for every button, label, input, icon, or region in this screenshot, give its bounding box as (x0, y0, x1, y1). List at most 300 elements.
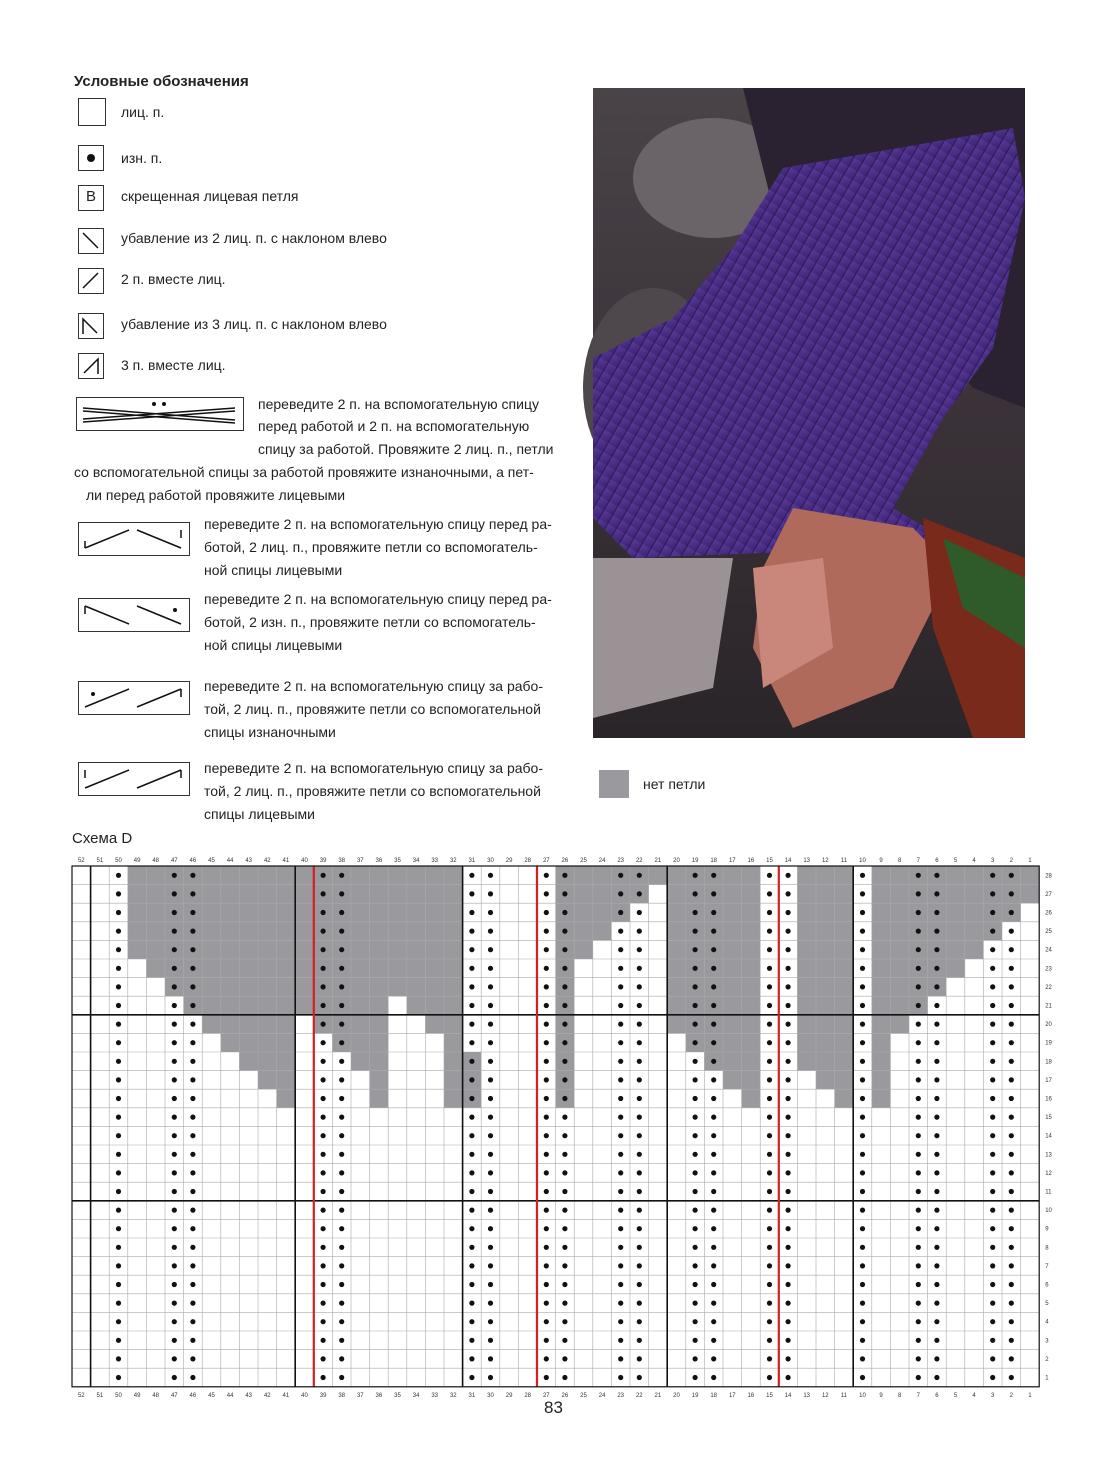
purl-dot (469, 1096, 474, 1101)
purl-dot (786, 1115, 791, 1120)
purl-dot (116, 873, 121, 878)
purl-dot (190, 1003, 195, 1008)
col-number-top: 50 (115, 858, 122, 864)
lc-knit-line2: ботой, 2 лиц. п., провяжите петли со вспомогатель- (204, 539, 538, 555)
purl-dot (469, 984, 474, 989)
purl-symbol-icon (78, 145, 104, 171)
purl-dot (693, 873, 698, 878)
purl-dot (469, 929, 474, 934)
purl-dot (916, 1115, 921, 1120)
purl-dot (916, 910, 921, 915)
purl-dot (544, 1189, 549, 1194)
purl-dot (544, 873, 549, 878)
purl-dot (116, 1245, 121, 1250)
purl-dot (1009, 1245, 1014, 1250)
row-number: 16 (1045, 1096, 1052, 1103)
purl-dot (190, 1226, 195, 1231)
purl-dot (469, 1077, 474, 1082)
no-stitch-cell (797, 959, 853, 978)
purl-dot (990, 929, 995, 934)
col-number-bottom: 27 (542, 1392, 550, 1399)
purl-dot (916, 873, 921, 878)
purl-dot (637, 1301, 642, 1306)
purl-dot (767, 1375, 772, 1380)
purl-dot (488, 1356, 493, 1361)
purl-dot (860, 1338, 865, 1343)
purl-dot (990, 1338, 995, 1343)
col-number-bottom: 38 (338, 1392, 346, 1399)
no-stitch-cell (556, 885, 649, 904)
purl-dot (990, 1263, 995, 1268)
col-number-bottom: 50 (115, 1392, 122, 1399)
no-stitch-cell (797, 1033, 853, 1052)
purl-dot (1009, 1152, 1014, 1157)
purl-dot (934, 1189, 939, 1194)
purl-dot (767, 1208, 772, 1213)
purl-dot (786, 1059, 791, 1064)
purl-dot (488, 947, 493, 952)
purl-dot (1009, 1170, 1014, 1175)
purl-dot (190, 1040, 195, 1045)
purl-dot (618, 966, 623, 971)
purl-dot (321, 984, 326, 989)
purl-dot (339, 984, 344, 989)
purl-dot (916, 1022, 921, 1027)
purl-dot (786, 1022, 791, 1027)
purl-dot (860, 910, 865, 915)
col-number-top: 18 (710, 858, 718, 864)
purl-dot (321, 1338, 326, 1343)
purl-dot (916, 966, 921, 971)
purl-dot (469, 1133, 474, 1138)
no-stitch-swatch-icon (599, 770, 629, 798)
purl-dot (618, 1170, 623, 1175)
purl-dot (767, 1189, 772, 1194)
purl-dot (1009, 1208, 1014, 1213)
purl-dot (990, 1375, 995, 1380)
purl-dot (860, 891, 865, 896)
purl-dot (934, 1115, 939, 1120)
purl-dot (711, 1208, 716, 1213)
purl-dot (339, 891, 344, 896)
purl-dot (990, 947, 995, 952)
purl-dot (172, 984, 177, 989)
purl-dot (786, 1263, 791, 1268)
purl-dot (637, 910, 642, 915)
purl-dot (637, 966, 642, 971)
col-number-top: 3 (991, 858, 995, 864)
col-number-top: 15 (766, 858, 773, 864)
col-number-top: 19 (691, 858, 699, 864)
col-number-top: 2 (1009, 858, 1013, 864)
purl-dot (934, 1208, 939, 1213)
purl-dot (488, 1170, 493, 1175)
purl-dot (618, 984, 623, 989)
purl-dot (469, 1059, 474, 1064)
purl-dot (544, 1245, 549, 1250)
legend-k2tog-label: 2 п. вместе лиц. (121, 271, 226, 287)
col-number-top: 46 (189, 858, 197, 864)
purl-dot (190, 1115, 195, 1120)
purl-dot (172, 1338, 177, 1343)
purl-dot (1009, 1263, 1014, 1268)
no-stitch-cell (797, 978, 853, 997)
col-number-bottom: 12 (821, 1392, 829, 1399)
purl-dot (916, 1375, 921, 1380)
purl-dot (488, 1003, 493, 1008)
purl-dot (488, 929, 493, 934)
purl-dot (562, 1152, 567, 1157)
purl-dot (916, 1226, 921, 1231)
purl-dot (767, 1133, 772, 1138)
purl-dot (488, 984, 493, 989)
purl-dot (767, 1170, 772, 1175)
purl-dot (637, 1022, 642, 1027)
purl-dot (860, 1319, 865, 1324)
rc-knit-line1: переведите 2 п. на вспомогательную спицу за рабо- (204, 760, 544, 776)
col-number-top: 28 (524, 858, 532, 864)
col-number-bottom: 34 (412, 1392, 420, 1399)
col-number-top: 21 (654, 858, 662, 864)
col-number-bottom: 5 (953, 1392, 958, 1399)
purl-dot (916, 1040, 921, 1045)
purl-dot (637, 984, 642, 989)
purl-dot (618, 1208, 623, 1213)
col-number-bottom: 9 (879, 1392, 883, 1399)
purl-dot (618, 1152, 623, 1157)
purl-dot (934, 1263, 939, 1268)
purl-dot (562, 1133, 567, 1138)
row-number: 28 (1045, 873, 1052, 880)
purl-dot (767, 1096, 772, 1101)
purl-dot (321, 891, 326, 896)
purl-dot (339, 1170, 344, 1175)
col-number-bottom: 26 (561, 1392, 569, 1399)
purl-dot (116, 1282, 121, 1287)
purl-dot (339, 1338, 344, 1343)
col-number-top: 16 (747, 858, 755, 864)
purl-dot (693, 1189, 698, 1194)
purl-dot (562, 873, 567, 878)
purl-dot (488, 1301, 493, 1306)
purl-dot (321, 1133, 326, 1138)
purl-dot (786, 1003, 791, 1008)
col-number-bottom: 15 (766, 1392, 773, 1399)
purl-dot (618, 891, 623, 896)
purl-dot (339, 873, 344, 878)
purl-dot (321, 1059, 326, 1064)
purl-dot (934, 947, 939, 952)
cable-2-2-line5: ли перед работой провяжите лицевыми (86, 487, 346, 503)
purl-dot (916, 947, 921, 952)
purl-dot (916, 984, 921, 989)
purl-dot (934, 1096, 939, 1101)
purl-dot (934, 966, 939, 971)
purl-dot (637, 1319, 642, 1324)
purl-dot (711, 891, 716, 896)
purl-dot (860, 1077, 865, 1082)
lc-purl-line3: ной спицы лицевыми (204, 637, 343, 653)
purl-dot (339, 1263, 344, 1268)
no-stitch-cell (797, 1015, 853, 1034)
purl-dot (321, 1170, 326, 1175)
purl-dot (339, 1152, 344, 1157)
no-stitch-cell (128, 885, 295, 904)
purl-dot (488, 1208, 493, 1213)
purl-dot (488, 1226, 493, 1231)
purl-dot (190, 1189, 195, 1194)
purl-dot (1009, 929, 1014, 934)
purl-dot (321, 1115, 326, 1120)
purl-dot (711, 1152, 716, 1157)
purl-dot (190, 1319, 195, 1324)
purl-dot (562, 1319, 567, 1324)
purl-dot (916, 929, 921, 934)
purl-dot (711, 1003, 716, 1008)
col-number-top: 42 (263, 858, 271, 864)
col-number-top: 8 (898, 858, 902, 864)
purl-dot (711, 1077, 716, 1082)
purl-dot (172, 1375, 177, 1380)
purl-dot (618, 1003, 623, 1008)
lc-knit-line1: переведите 2 п. на вспомогательную спицу перед ра- (204, 516, 552, 532)
purl-dot (934, 1245, 939, 1250)
purl-dot (190, 891, 195, 896)
purl-dot (339, 1115, 344, 1120)
no-stitch-cell (742, 1089, 761, 1108)
col-number-top: 22 (635, 858, 643, 864)
purl-dot (786, 1226, 791, 1231)
purl-dot (711, 966, 716, 971)
purl-dot (544, 1263, 549, 1268)
purl-dot (693, 1245, 698, 1250)
cable-2-2-symbol-icon (76, 397, 244, 431)
purl-dot (711, 1170, 716, 1175)
col-number-top: 45 (208, 858, 215, 864)
purl-dot (544, 1319, 549, 1324)
purl-dot (934, 1338, 939, 1343)
purl-dot (172, 1152, 177, 1157)
purl-dot (488, 966, 493, 971)
purl-dot (990, 1226, 995, 1231)
cable-2-2-line4: со вспомогательной спицы за работой провяжите изнаночными, а пет- (74, 464, 534, 480)
purl-dot (934, 1301, 939, 1306)
no-stitch-cell (128, 922, 295, 941)
purl-dot (562, 984, 567, 989)
purl-dot (544, 1022, 549, 1027)
purl-dot (1009, 1133, 1014, 1138)
purl-dot (1009, 1059, 1014, 1064)
purl-dot (321, 1282, 326, 1287)
row-number: 15 (1045, 1115, 1052, 1122)
purl-dot (618, 1301, 623, 1306)
purl-dot (172, 966, 177, 971)
purl-dot (860, 929, 865, 934)
col-number-bottom: 22 (635, 1392, 643, 1399)
purl-dot (339, 1189, 344, 1194)
col-number-top: 10 (859, 858, 866, 864)
purl-dot (711, 1059, 716, 1064)
col-number-top: 36 (375, 858, 383, 864)
purl-dot (339, 929, 344, 934)
col-number-bottom: 16 (747, 1392, 755, 1399)
purl-dot (469, 966, 474, 971)
purl-dot (990, 1022, 995, 1027)
no-stitch-cell (128, 903, 295, 922)
purl-dot (172, 947, 177, 952)
purl-dot (767, 1003, 772, 1008)
purl-dot (637, 873, 642, 878)
col-number-bottom: 43 (245, 1392, 253, 1399)
purl-dot (172, 1077, 177, 1082)
purl-dot (488, 1189, 493, 1194)
purl-dot (116, 1059, 121, 1064)
purl-dot (916, 1301, 921, 1306)
col-number-bottom: 47 (170, 1392, 178, 1399)
col-number-bottom: 46 (189, 1392, 197, 1399)
purl-dot (860, 1245, 865, 1250)
purl-dot (860, 1208, 865, 1213)
purl-dot (190, 1356, 195, 1361)
purl-dot (1009, 1189, 1014, 1194)
row-number: 24 (1045, 947, 1052, 954)
col-number-bottom: 25 (580, 1392, 587, 1399)
purl-dot (786, 1245, 791, 1250)
purl-dot (321, 1245, 326, 1250)
no-stitch-cell (370, 1089, 389, 1108)
purl-dot (860, 1189, 865, 1194)
purl-dot (339, 1282, 344, 1287)
purl-dot (562, 1282, 567, 1287)
purl-dot (711, 984, 716, 989)
rc-purl-symbol-icon (78, 681, 190, 715)
ssk-symbol-icon (78, 228, 104, 254)
no-stitch-cell (797, 885, 853, 904)
purl-dot (544, 1003, 549, 1008)
purl-dot (786, 1189, 791, 1194)
purl-dot (637, 1356, 642, 1361)
purl-dot (190, 966, 195, 971)
purl-dot (637, 1170, 642, 1175)
purl-dot (767, 1282, 772, 1287)
purl-dot (544, 984, 549, 989)
purl-dot (1009, 984, 1014, 989)
purl-dot (1009, 1040, 1014, 1045)
purl-dot (172, 1263, 177, 1268)
purl-dot (172, 1301, 177, 1306)
col-number-top: 14 (784, 858, 792, 864)
purl-dot (339, 1245, 344, 1250)
col-number-bottom: 42 (263, 1392, 271, 1399)
purl-dot (562, 1115, 567, 1120)
col-number-top: 7 (916, 858, 920, 864)
row-number: 25 (1045, 929, 1052, 936)
purl-dot (767, 1338, 772, 1343)
purl-dot (544, 891, 549, 896)
col-number-bottom: 6 (935, 1392, 939, 1399)
legend-no-stitch-label: нет петли (643, 776, 706, 792)
purl-dot (544, 910, 549, 915)
purl-dot (637, 1115, 642, 1120)
col-number-top: 5 (953, 858, 958, 864)
purl-dot (469, 1040, 474, 1045)
purl-dot (860, 1263, 865, 1268)
purl-dot (116, 1263, 121, 1268)
purl-dot (767, 1022, 772, 1027)
purl-dot (786, 1319, 791, 1324)
purl-dot (618, 1356, 623, 1361)
purl-dot (711, 1226, 716, 1231)
purl-dot (693, 1356, 698, 1361)
rc-knit-symbol-icon (78, 762, 190, 796)
purl-dot (116, 1077, 121, 1082)
purl-dot (116, 1096, 121, 1101)
purl-dot (786, 966, 791, 971)
purl-dot (916, 1059, 921, 1064)
purl-dot (190, 929, 195, 934)
row-number: 5 (1045, 1301, 1049, 1308)
purl-dot (767, 1245, 772, 1250)
purl-dot (637, 1208, 642, 1213)
purl-dot (990, 891, 995, 896)
purl-dot (488, 1096, 493, 1101)
purl-dot (172, 1226, 177, 1231)
purl-dot (711, 1301, 716, 1306)
purl-dot (767, 966, 772, 971)
purl-dot (786, 1375, 791, 1380)
purl-dot (767, 1226, 772, 1231)
col-number-bottom: 33 (431, 1392, 439, 1399)
purl-dot (860, 1115, 865, 1120)
purl-dot (562, 966, 567, 971)
purl-dot (321, 1077, 326, 1082)
legend-k3tog-label: 3 п. вместе лиц. (121, 357, 226, 373)
col-number-top: 13 (803, 858, 811, 864)
purl-dot (711, 929, 716, 934)
purl-dot (321, 873, 326, 878)
purl-dot (116, 966, 121, 971)
purl-dot (786, 1096, 791, 1101)
purl-dot (172, 1319, 177, 1324)
purl-dot (711, 1338, 716, 1343)
legend-twisted-label: скрещенная лицевая петля (121, 188, 299, 204)
purl-dot (618, 947, 623, 952)
purl-dot (321, 966, 326, 971)
purl-dot (469, 1375, 474, 1380)
purl-dot (116, 1356, 121, 1361)
purl-dot (488, 1152, 493, 1157)
purl-dot (544, 1170, 549, 1175)
purl-dot (190, 1245, 195, 1250)
purl-dot (990, 1245, 995, 1250)
purl-dot (321, 947, 326, 952)
purl-dot (488, 891, 493, 896)
col-number-bottom: 28 (524, 1392, 532, 1399)
purl-dot (767, 1263, 772, 1268)
purl-dot (488, 1282, 493, 1287)
no-stitch-cell (797, 1052, 853, 1071)
purl-dot (172, 1208, 177, 1213)
col-number-bottom: 45 (208, 1392, 215, 1399)
purl-dot (990, 1301, 995, 1306)
purl-dot (488, 910, 493, 915)
col-number-bottom: 19 (691, 1392, 699, 1399)
purl-dot (339, 1022, 344, 1027)
purl-dot (860, 966, 865, 971)
purl-dot (562, 1189, 567, 1194)
purl-dot (544, 1077, 549, 1082)
col-number-top: 25 (580, 858, 587, 864)
